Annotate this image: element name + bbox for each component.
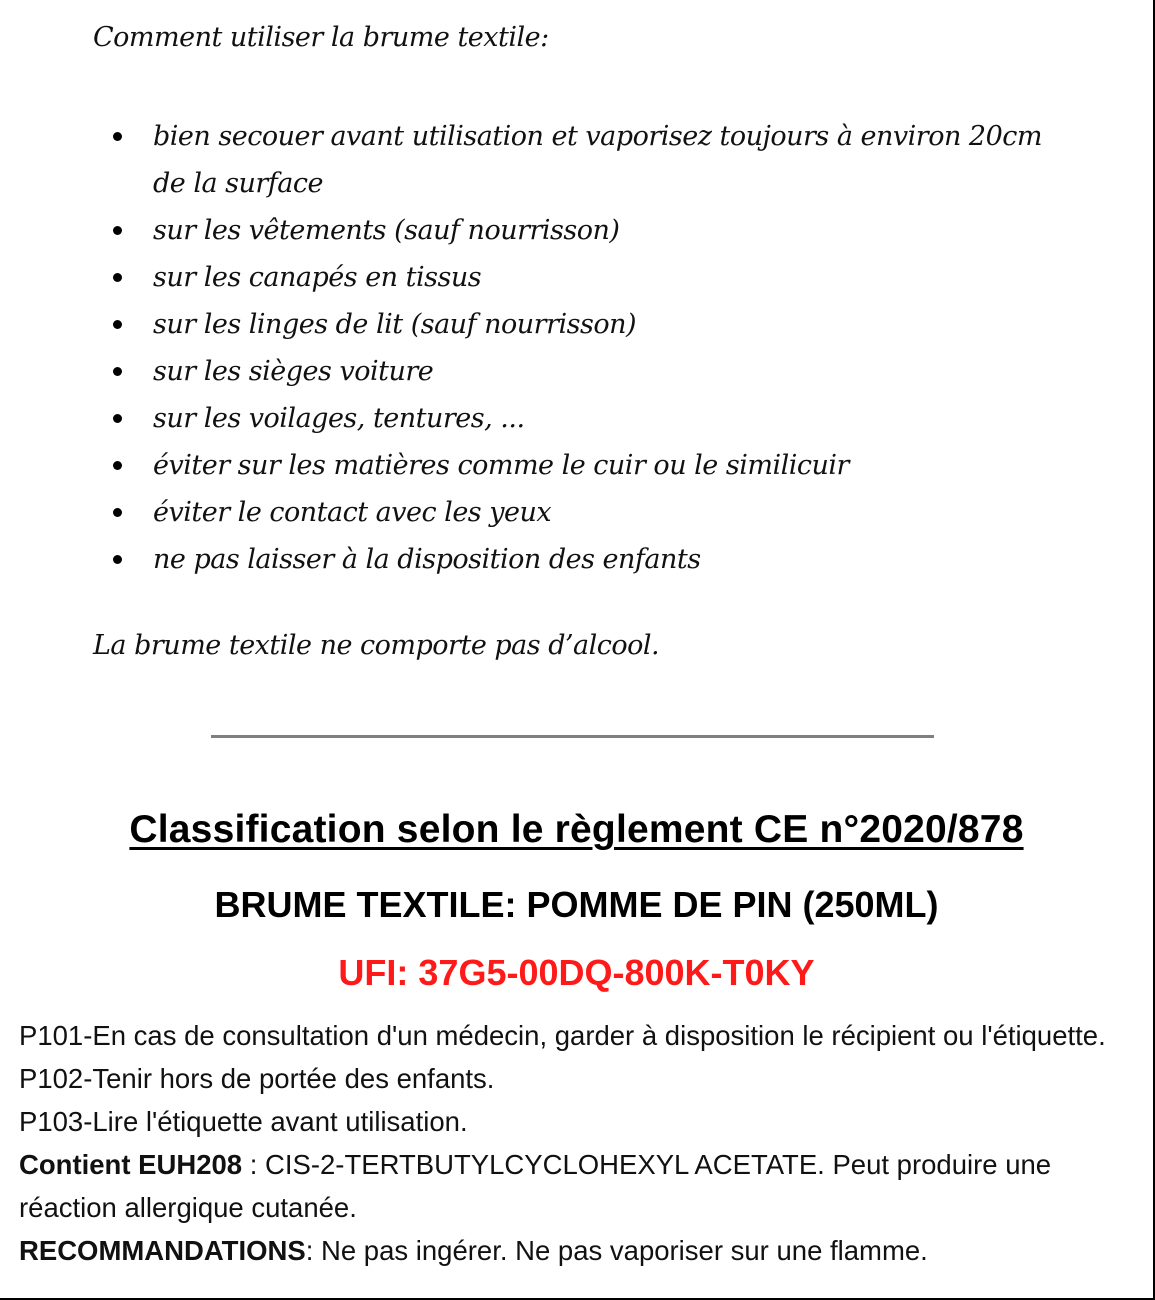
list-item — [93, 489, 1053, 536]
list-item-text: sur les voilages, tentures, ... — [153, 403, 525, 434]
list-item — [93, 536, 1053, 583]
list-item — [93, 254, 1053, 301]
usage-title: Comment utiliser la brume textile: — [93, 22, 549, 53]
precaution-p101-p102: P101-En cas de consultation d'un médecin, garder à disposition le récipient ou l'étiquette. P102-Tenir hors de portée des enfants. — [19, 1020, 1106, 1094]
list-item — [93, 395, 1053, 442]
bullet-icon — [113, 226, 122, 235]
classification-title: Classification selon le règlement CE n°2020/878 — [129, 808, 1024, 851]
recommendations-label: RECOMMANDATIONS — [19, 1235, 306, 1266]
ufi-code: UFI: 37G5-00DQ-800K-T0KY — [338, 952, 815, 993]
recommendations-text: : Ne pas ingérer. Ne pas vaporiser sur une flamme. — [305, 1235, 928, 1266]
product-name: BRUME TEXTILE: POMME DE PIN (250ML) — [214, 884, 939, 925]
bullet-icon — [113, 508, 122, 517]
bullet-icon — [113, 273, 122, 282]
list-item — [93, 113, 1053, 207]
bullet-icon — [113, 320, 122, 329]
alcohol-note: La brume textile ne comporte pas d’alcool. — [93, 630, 660, 661]
contains-label: Contient EUH208 — [19, 1149, 243, 1180]
contains-text: : CIS-2-TERTBUTYLCYCLOHEXYL ACETATE. Peut produire une réaction allergique cutanée. — [19, 1149, 1052, 1223]
list-item — [93, 442, 1053, 489]
list-item-text: ne pas laisser à la disposition des enfants — [153, 544, 701, 575]
bullet-icon — [113, 367, 122, 376]
list-item-text: sur les linges de lit (sauf nourrisson) — [153, 309, 637, 340]
bullet-icon — [113, 414, 122, 423]
list-item-text: sur les sièges voiture — [153, 356, 434, 387]
list-item-text: éviter sur les matières comme le cuir ou le similicuir — [153, 450, 849, 481]
list-item-text: sur les canapés en tissus — [153, 262, 482, 293]
bullet-icon — [113, 132, 122, 141]
recommendations-statement — [19, 1229, 1119, 1272]
precaution-p103: P103-Lire l'étiquette avant utilisation. — [19, 1106, 468, 1137]
section-divider — [211, 735, 934, 738]
list-item — [93, 348, 1053, 395]
bullet-icon — [113, 555, 122, 564]
list-item-text: sur les vêtements (sauf nourrisson) — [153, 215, 620, 246]
list-item — [93, 207, 1053, 254]
bullet-icon — [113, 461, 122, 470]
precautions-block — [19, 1014, 1119, 1272]
usage-list — [93, 113, 1053, 583]
list-item-text: bien secouer avant utilisation et vaporisez toujours à environ 20cm de la surface — [153, 121, 1043, 199]
list-item-text: éviter le contact avec les yeux — [153, 497, 552, 528]
list-item — [93, 301, 1053, 348]
contains-statement — [19, 1143, 1119, 1229]
